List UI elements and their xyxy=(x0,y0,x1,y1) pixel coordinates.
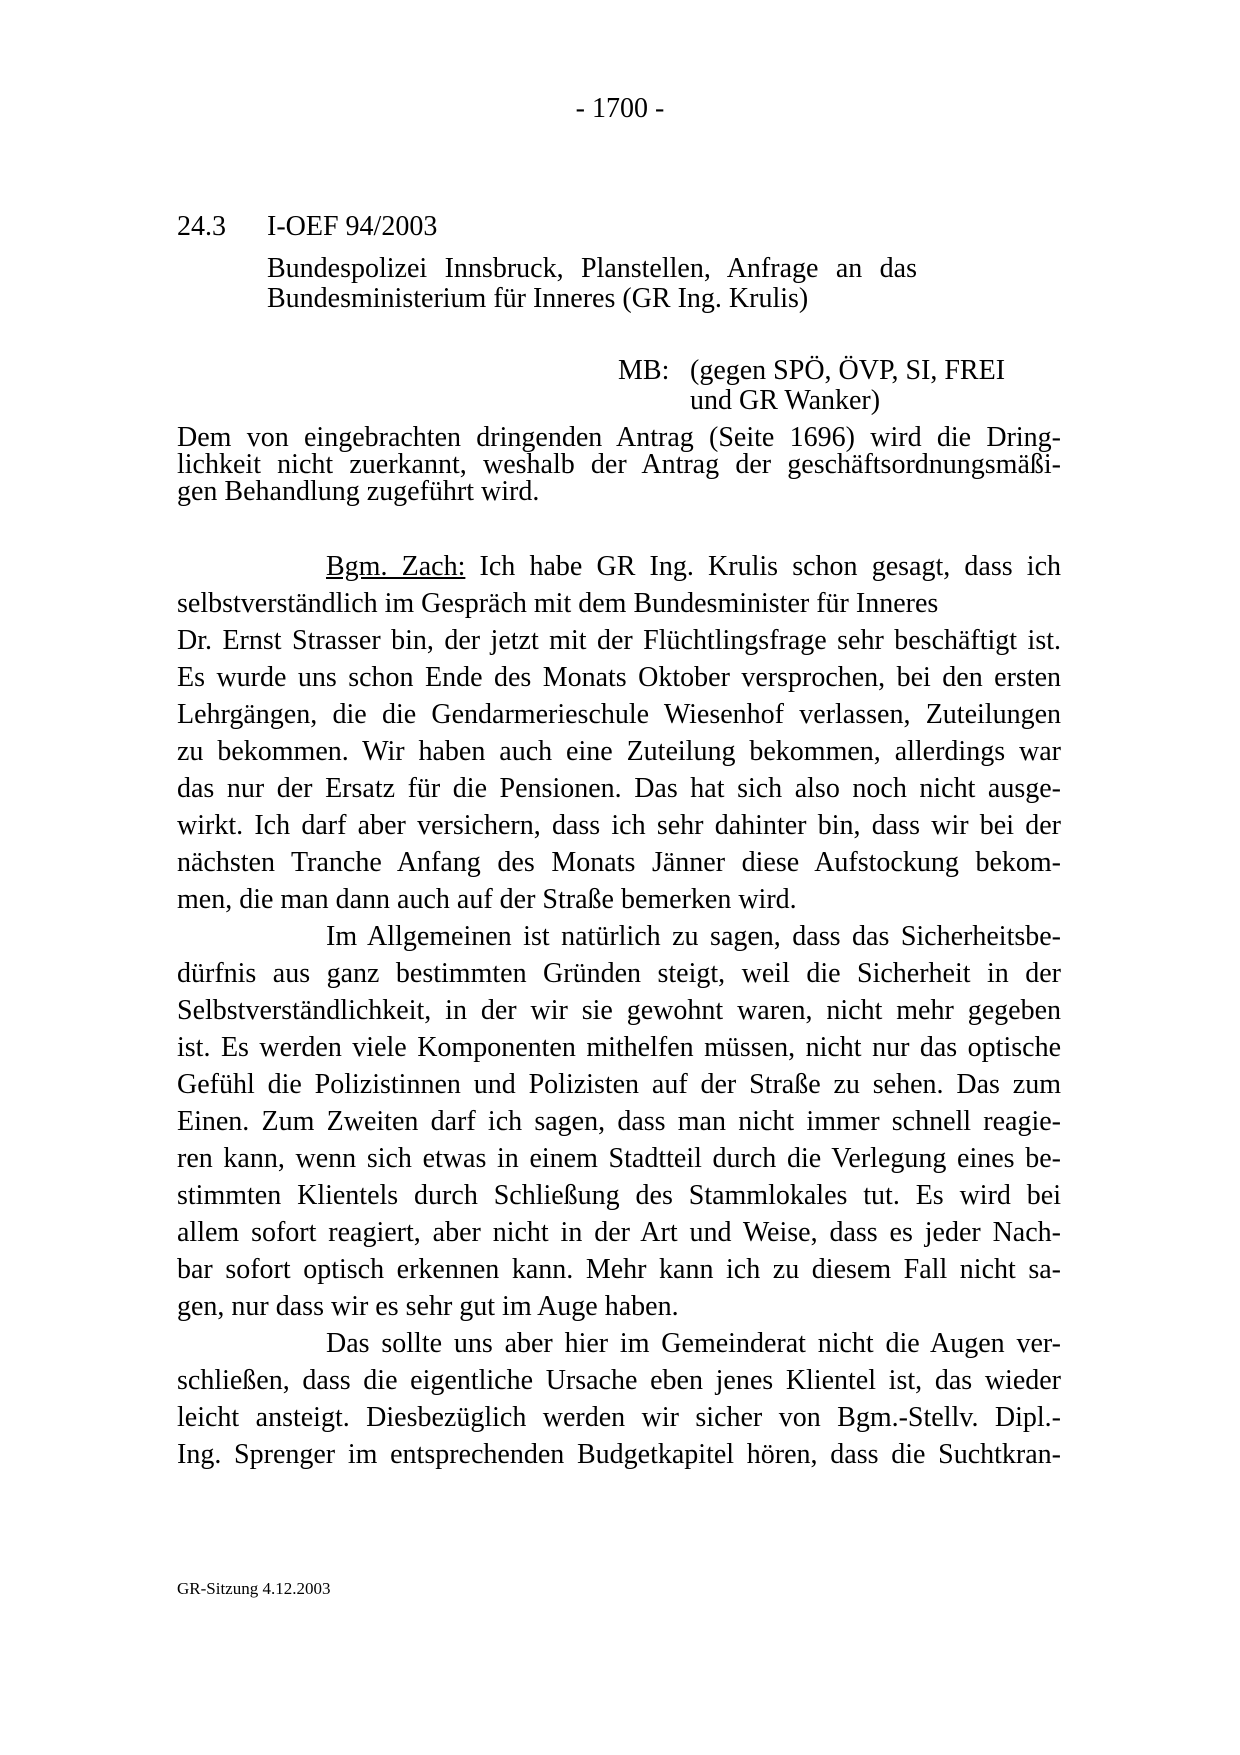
page-footer: GR-Sitzung 4.12.2003 xyxy=(177,1579,331,1598)
speech-line: Einen. Zum Zweiten darf ich sagen, dass man nicht immer schnell reagie- xyxy=(177,1106,1061,1137)
agenda-item-subject xyxy=(267,254,917,314)
speech-line: Gefühl die Polizistinnen und Polizisten auf der Straße zu sehen. Das zum xyxy=(177,1069,1061,1100)
speech-line: Dr. Ernst Strasser bin, der jetzt mit der Flüchtlingsfrage sehr beschäftigt ist. xyxy=(177,625,1061,656)
speech-line: wirkt. Ich darf aber versichern, dass ich sehr dahinter bin, dass wir bei der xyxy=(177,810,1061,841)
speech-line: Ing. Sprenger im entsprechenden Budgetkapitel hören, dass die Suchtkran- xyxy=(177,1439,1061,1470)
subject-line: Bundesministerium für Inneres (GR Ing. Krulis) xyxy=(267,283,809,314)
speech-line: das nur der Ersatz für die Pensionen. Das hat sich also noch nicht ausge- xyxy=(177,773,1061,804)
speech-line: Selbstverständlichkeit, in der wir sie gewohnt waren, nicht mehr gegeben xyxy=(177,995,1061,1026)
agenda-item-heading xyxy=(177,211,437,243)
mb-text xyxy=(690,356,1005,416)
speech-line: Lehrgängen, die die Gendarmerieschule Wiesenhof verlassen, Zuteilungen xyxy=(177,699,1061,730)
speech-line: selbstverständlich im Gespräch mit dem Bundesminister für Inneres xyxy=(177,588,939,619)
mb-line: (gegen SPÖ, ÖVP, SI, FREI xyxy=(690,355,1006,386)
speaker-name: Bgm. Zach: xyxy=(326,551,466,582)
speech-line: zu bekommen. Wir haben auch eine Zuteilung bekommen, allerdings war xyxy=(177,736,1061,767)
agenda-item-number: 24.3 xyxy=(177,211,226,242)
speech-line: leicht ansteigt. Diesbezüglich werden wir sicher von Bgm.-Stellv. Dipl.- xyxy=(177,1402,1061,1433)
decision-line: Dem von eingebrachten dringenden Antrag (Seite 1696) wird die Dring- xyxy=(177,422,1061,453)
speech-line: ist. Es werden viele Komponenten mithelfen müssen, nicht nur das optische xyxy=(177,1032,1061,1063)
speech-line: men, die man dann auch auf der Straße bemerken wird. xyxy=(177,884,797,915)
speech-line: Es wurde uns schon Ende des Monats Oktober versprochen, bei den ersten xyxy=(177,662,1061,693)
mb-label: MB: xyxy=(618,355,670,386)
speech-line: stimmten Klientels durch Schließung des Stammlokales tut. Es wird bei xyxy=(177,1180,1061,1211)
speech-line: bar sofort optisch erkennen kann. Mehr kann ich zu diesem Fall nicht sa- xyxy=(177,1254,1061,1285)
speech-line: nächsten Tranche Anfang des Monats Jänner diese Aufstockung bekom- xyxy=(177,847,1061,878)
page-number: - 1700 - xyxy=(575,93,665,124)
subject-line: Bundespolizei Innsbruck, Planstellen, Anfrage an das xyxy=(267,253,917,284)
speech-first-line xyxy=(177,548,1061,585)
speech-line: schließen, dass die eigentliche Ursache eben jenes Klientel ist, das wieder xyxy=(177,1365,1061,1396)
speech-first-line-text: Ich habe GR Ing. Krulis schon gesagt, dass ich xyxy=(465,551,1061,582)
speech-line: ren kann, wenn sich etwas in einem Stadtteil durch die Verlegung eines be- xyxy=(177,1143,1061,1174)
speech-line: dürfnis aus ganz bestimmten Gründen steigt, weil die Sicherheit in der xyxy=(177,958,1061,989)
speech-line: Im Allgemeinen ist natürlich zu sagen, dass das Sicherheitsbe- xyxy=(326,921,1061,952)
mb-line: und GR Wanker) xyxy=(690,385,881,416)
decision-line: gen Behandlung zugeführt wird. xyxy=(177,476,540,507)
agenda-item-reference: I-OEF 94/2003 xyxy=(267,211,438,242)
speech-line: Das sollte uns aber hier im Gemeinderat nicht die Augen ver- xyxy=(326,1328,1061,1359)
decision-paragraph xyxy=(177,424,1061,505)
decision-line: lichkeit nicht zuerkannt, weshalb der Antrag der geschäftsordnungsmäßi- xyxy=(177,449,1061,480)
speech-body xyxy=(177,548,1061,1473)
speech-line: gen, nur dass wir es sehr gut im Auge haben. xyxy=(177,1291,679,1322)
speech-line: allem sofort reagiert, aber nicht in der Art und Weise, dass es jeder Nach- xyxy=(177,1217,1061,1248)
